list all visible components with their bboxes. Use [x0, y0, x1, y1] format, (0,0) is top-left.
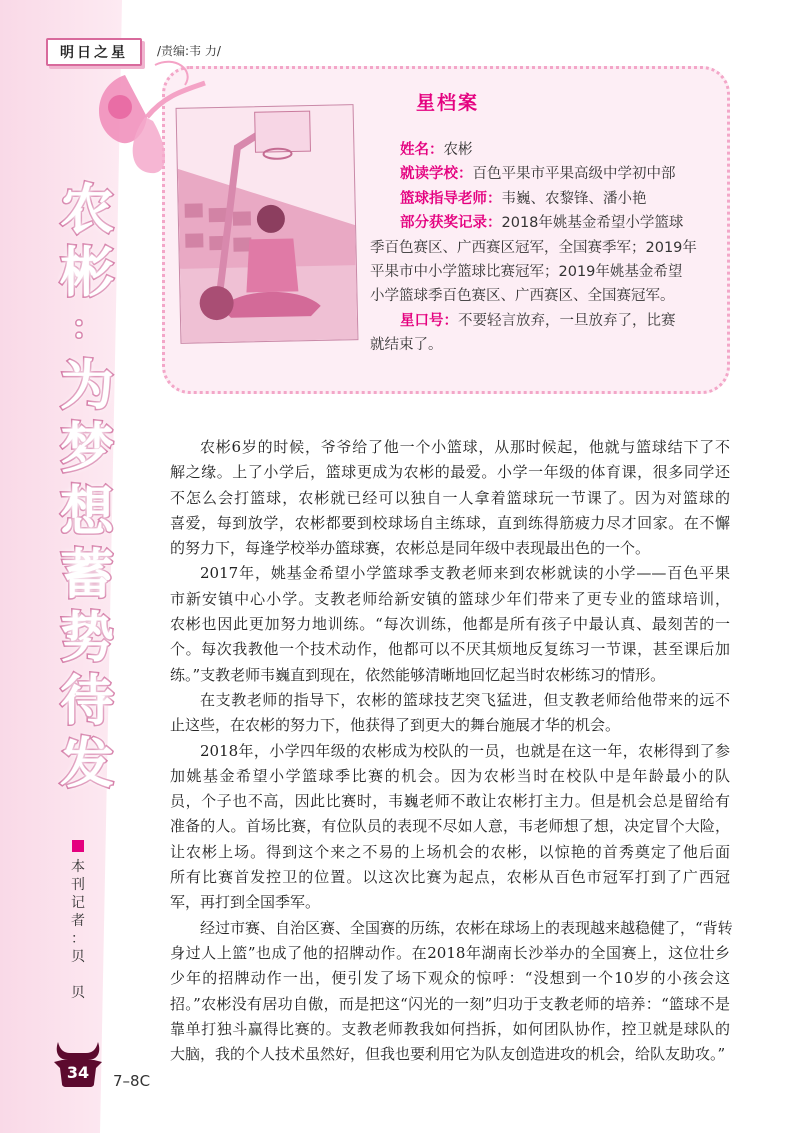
- profile-field-value: 百色平果市平果高级中学初中部: [472, 166, 676, 183]
- editor-credit: /责编:韦 力/: [157, 44, 221, 58]
- title-char: 想: [60, 480, 114, 543]
- profile-field-label: 就读学校：: [400, 166, 473, 183]
- article-line: 大脑，我的个人技术虽然好，但我也要利用它为队友创造进攻的机会，给队友助攻。”: [170, 1045, 726, 1064]
- article-line: 练。”支教老师韦巍直到现在，依然能够清晰地回忆起当时农彬练习的情形。: [170, 665, 666, 684]
- article-paragraph: [170, 739, 730, 916]
- article-line: 2018年，小学四年级的农彬成为校队的一员，也就是在这一年，农彬得到了参: [200, 741, 730, 760]
- issue-label: 7–8C: [113, 1072, 151, 1090]
- byline-char: 贝: [71, 985, 85, 1001]
- profile-field-value: 季百色赛区、广西赛区冠军，全国赛季军；2019年: [370, 239, 697, 256]
- article-line: 身过人上篮”也成了他的招牌动作。在2018年湖南长沙举办的全国赛上，这位壮乡: [170, 943, 730, 962]
- profile-field-line: [370, 284, 697, 308]
- profile-field-value: 就结束了。: [370, 337, 443, 354]
- profile-photo: [176, 104, 359, 344]
- profile-field-label: 篮球指导老师：: [400, 190, 502, 207]
- article-paragraph: [170, 688, 730, 739]
- article-line: 所有比赛首发控卫的位置。以这次比赛为起点，农彬从百色市冠军打到了广西冠: [170, 868, 730, 887]
- byline-char: 本: [71, 859, 85, 875]
- profile-field-value: 2018年姚基金希望小学篮球: [501, 215, 684, 232]
- title-char: 彬: [60, 241, 114, 304]
- profile-field-label: 星口号：: [400, 312, 458, 329]
- article-line: 军，再打到全国季军。: [170, 893, 321, 912]
- profile-field-line: [370, 260, 697, 284]
- byline-char: 贝: [71, 949, 85, 965]
- title-char: 发: [60, 732, 114, 795]
- article-line: 个。每次我教他一个技术动作，他都可以不厌其烦地反复练习一节课，甚至课后加: [170, 640, 730, 659]
- article-line: 喜爱，每到放学，农彬都要到校球场自主练球，直到练得筋疲力尽才回家。在不懈: [170, 513, 730, 532]
- article-line: 靠单打独斗赢得比赛的。支教老师教我如何挡拆，如何团队协作，控卫就是球队的: [170, 1019, 730, 1038]
- title-char: ：: [72, 311, 102, 346]
- profile-field-label: 部分获奖记录：: [400, 215, 502, 232]
- article-line: 经过市赛、自治区赛、全国赛的历练，农彬在球场上的表现越来越稳健了，“背转: [200, 918, 733, 937]
- profile-field-value: 韦巍、农黎锋、潘小艳: [501, 190, 647, 207]
- article-title: [52, 178, 122, 795]
- article-line: 2017年，姚基金希望小学篮球季支教老师来到农彬就读的小学——百色平果: [200, 564, 730, 583]
- article-line: 市新安镇中心小学。支教老师给新安镇的篮球少年们带来了更专业的篮球培训，: [170, 589, 730, 608]
- byline-char: 者: [71, 913, 85, 929]
- page-number: 34: [66, 1063, 90, 1082]
- title-char: 梦: [60, 417, 114, 480]
- profile-field-value: 平果市中小学篮球比赛冠军；2019年姚基金希望: [370, 263, 683, 280]
- article-line: 解之缘。上了小学后，篮球更成为农彬的最爱。小学一年级的体育课，很多同学还: [170, 463, 730, 482]
- profile-field-value: 农彬: [443, 142, 473, 158]
- byline-char: 记: [71, 895, 85, 911]
- profile-field-line: [370, 309, 697, 333]
- article-paragraph: [170, 561, 730, 687]
- article-body: [170, 435, 733, 1067]
- profile-field-line: [370, 211, 697, 235]
- title-char: 势: [60, 606, 114, 669]
- basketball-player-photo: [177, 105, 358, 343]
- profile-field-line: [370, 138, 697, 162]
- article-line: 加姚基金希望小学篮球季比赛的机会。因为农彬当时在校队中是年龄最小的队: [170, 766, 730, 785]
- title-char: 蓄: [60, 543, 114, 606]
- profile-field-label: 姓名：: [400, 142, 444, 158]
- byline-char: 刊: [71, 877, 85, 893]
- profile-field-line: [370, 236, 697, 260]
- byline-marker: [72, 840, 84, 852]
- article-line: 让农彬上场。得到这个来之不易的上场机会的农彬，以惊艳的首秀奠定了他后面: [170, 842, 730, 861]
- article-paragraph: [170, 916, 733, 1068]
- byline-char: ：: [71, 931, 85, 947]
- byline: [70, 840, 86, 1002]
- article-line: 少年的招牌动作一出，便引发了场下观众的惊呼：“没想到一个10岁的小孩会这: [170, 969, 730, 988]
- article-line: 农彬6岁的时候，爷爷给了他一个小篮球，从那时候起，他就与篮球结下了不: [200, 438, 730, 456]
- profile-field-line: [370, 187, 697, 211]
- profile-heading: 星档案: [416, 92, 480, 114]
- article-line: 在支教老师的指导下，农彬的篮球技艺突飞猛进，但支教老师给他带来的远不: [200, 690, 730, 709]
- article-line: 农彬也因此更加努力地训练。“每次训练，他都是所有孩子中最认真、最刻苦的一: [170, 615, 730, 634]
- article-line: 止这些，在农彬的努力下，他获得了到更大的舞台施展才华的机会。: [170, 716, 621, 735]
- column-tag: 明日之星: [46, 38, 142, 66]
- profile-fields: [370, 138, 697, 358]
- profile-field-line: [370, 333, 697, 357]
- article-line: 不怎么会打篮球，农彬就已经可以独自一人拿着篮球玩一节课了。因为对篮球的: [170, 488, 730, 507]
- profile-field-line: [370, 162, 697, 186]
- article-line: 的努力下，每逢学校举办篮球赛，农彬总是同年级中表现最出色的一个。: [170, 539, 651, 558]
- title-char: 为: [60, 354, 114, 417]
- article-line: 准备的人。首场比赛，有位队员的表现不尽如人意，韦老师想了想，决定冒个大险，: [170, 817, 730, 836]
- article-line: 招。”农彬没有居功自傲，而是把这“闪光的一刻”归功于支教老师的培养：“篮球不是: [170, 994, 730, 1013]
- title-char: 农: [60, 178, 114, 241]
- profile-field-value: 小学篮球季百色赛区、广西赛区、全国赛冠军。: [370, 288, 675, 305]
- article-line: 员，个子也不高，因此比赛时，韦巍老师不敢让农彬打主力。但是机会总是留给有: [170, 792, 730, 811]
- profile-field-value: 不要轻言放弃，一旦放弃了，比赛: [458, 312, 676, 329]
- article-paragraph: [170, 435, 730, 561]
- title-char: 待: [60, 669, 114, 732]
